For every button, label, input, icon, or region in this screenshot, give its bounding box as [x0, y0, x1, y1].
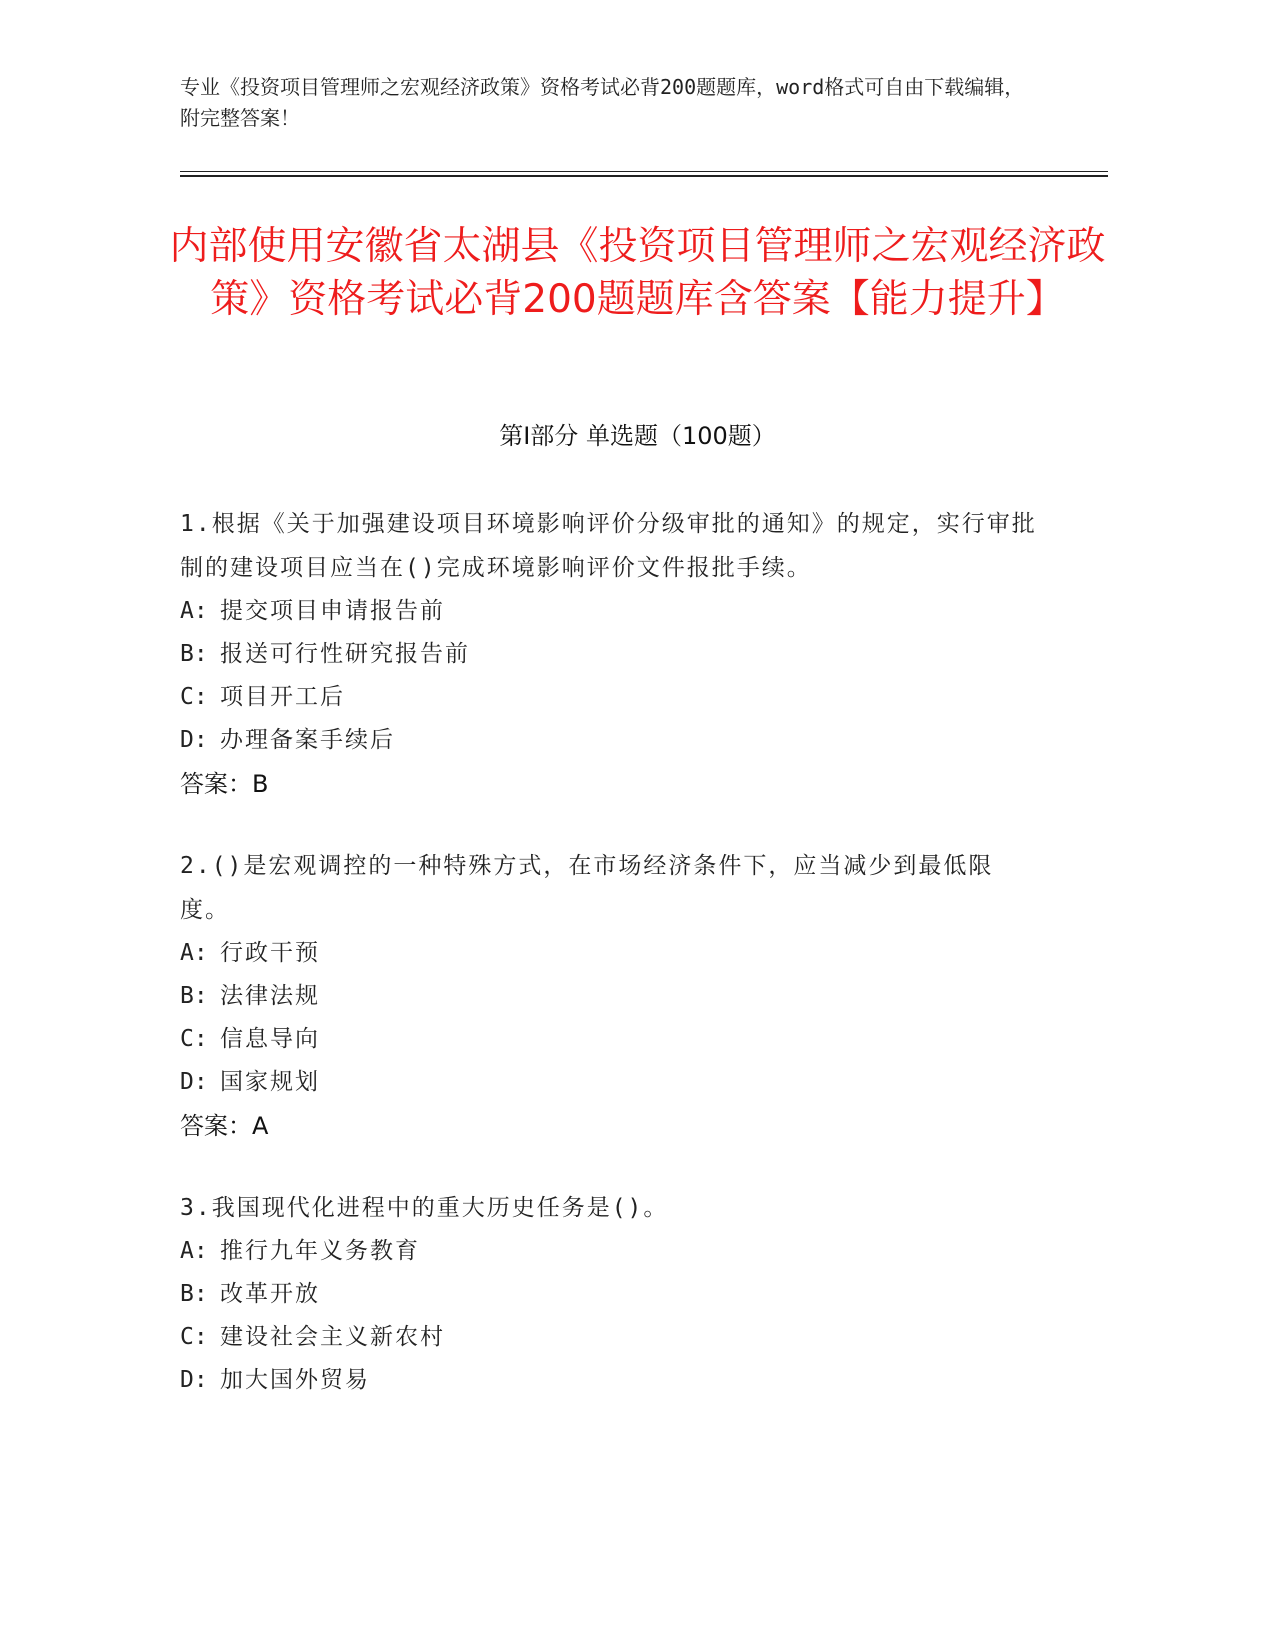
- option-key: A:: [180, 1238, 208, 1264]
- option-key: D:: [180, 1367, 208, 1393]
- question-item: [180, 502, 1040, 806]
- option-text: 改革开放: [220, 1281, 320, 1307]
- question-item: [180, 844, 1040, 1148]
- question-option: [180, 1061, 1040, 1104]
- question-option: [180, 590, 1040, 633]
- header-note: 专业《投资项目管理师之宏观经济政策》资格考试必背200题题库，word格式可自由下载编辑，附完整答案！: [180, 75, 1025, 130]
- option-text: 办理备案手续后: [220, 727, 395, 753]
- option-text: 报送可行性研究报告前: [220, 641, 470, 667]
- option-key: D:: [180, 727, 208, 753]
- option-key: B:: [180, 983, 208, 1009]
- section-heading: 第Ⅰ部分 单选题（100题）: [499, 422, 776, 450]
- document-title: 内部使用安徽省太湖县《投资项目管理师之宏观经济政策》资格考试必背200题题库含答案【能力提升】: [169, 224, 1106, 322]
- question-answer: 答案：B: [180, 770, 269, 798]
- question-answer: 答案：A: [180, 1112, 269, 1140]
- question-option: [180, 975, 1040, 1018]
- question-stem: 2.()是宏观调控的一种特殊方式，在市场经济条件下，应当减少到最低限度。: [180, 853, 994, 923]
- question-option: [180, 932, 1040, 975]
- option-text: 法律法规: [220, 983, 320, 1009]
- option-text: 加大国外贸易: [220, 1367, 370, 1393]
- header-divider-thick: [180, 175, 1108, 177]
- question-option: [180, 1230, 1040, 1273]
- question-option: [180, 676, 1040, 719]
- question-list: [180, 502, 1040, 1440]
- question-option: [180, 1359, 1040, 1402]
- option-key: A:: [180, 598, 208, 624]
- option-text: 提交项目申请报告前: [220, 598, 445, 624]
- question-option: [180, 633, 1040, 676]
- option-text: 项目开工后: [220, 684, 345, 710]
- question-stem: 3.我国现代化进程中的重大历史任务是()。: [180, 1195, 669, 1221]
- option-key: B:: [180, 641, 208, 667]
- header-divider-thin: [180, 171, 1108, 172]
- question-stem: 1.根据《关于加强建设项目环境影响评价分级审批的通知》的规定，实行审批制的建设项目应当在()完成环境影响评价文件报批手续。: [180, 511, 1037, 581]
- option-key: A:: [180, 940, 208, 966]
- option-text: 推行九年义务教育: [220, 1238, 420, 1264]
- option-text: 建设社会主义新农村: [220, 1324, 445, 1350]
- question-option: [180, 1316, 1040, 1359]
- option-key: D:: [180, 1069, 208, 1095]
- question-option: [180, 1273, 1040, 1316]
- option-text: 国家规划: [220, 1069, 320, 1095]
- option-text: 行政干预: [220, 940, 320, 966]
- question-option: [180, 1018, 1040, 1061]
- option-key: B:: [180, 1281, 208, 1307]
- option-key: C:: [180, 1324, 208, 1350]
- option-text: 信息导向: [220, 1026, 320, 1052]
- question-option: [180, 719, 1040, 762]
- option-key: C:: [180, 1026, 208, 1052]
- question-item: [180, 1186, 1040, 1402]
- option-key: C:: [180, 684, 208, 710]
